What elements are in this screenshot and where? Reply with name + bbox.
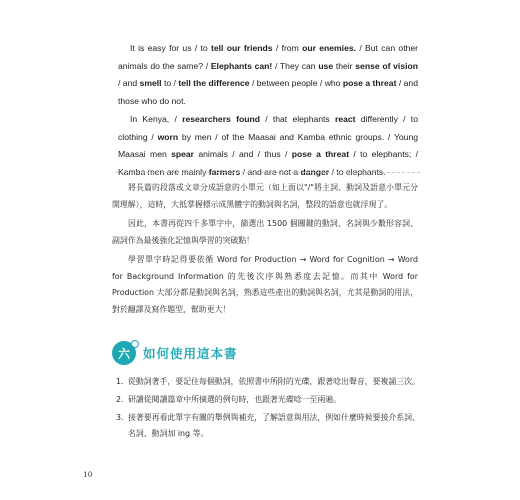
step-text: 從動詞著手，要記住每個動詞，依照書中所附的光碟，跟著唸出聲音，要複誦三次。: [128, 377, 420, 386]
step-number: 3.: [116, 413, 124, 422]
section-heading: [112, 341, 238, 365]
key-phrase: pose a threat: [342, 78, 397, 88]
passage-text: animals / and / thus /: [194, 149, 292, 159]
passage-text: / and those who do not.: [118, 78, 418, 106]
passage-text: / that elephants: [259, 114, 335, 124]
dashed-divider: [116, 172, 420, 173]
passage-text: / to elephants; / Kamba men are mainly: [118, 149, 418, 177]
list-item: [116, 410, 420, 442]
passage-text: / They can: [272, 60, 319, 71]
english-paragraph-1: [118, 40, 418, 110]
passage-text: / and are not a: [240, 166, 301, 177]
chinese-paragraph-3: 學習單字時記得要依循 Word for Production → Word for Cognition → Word for Background Information 的先後次序與熟悉度去記憶。而其中 Word for Production 大部分都是動詞與名詞，熟悉這些產出的動詞與名詞，尤其是動詞的用法，對於翻譯及寫作題型，幫助更大！: [112, 255, 418, 314]
list-item: [116, 374, 420, 390]
key-phrase: use: [318, 60, 334, 71]
key-phrase: danger: [300, 166, 330, 177]
english-passage: [118, 40, 418, 181]
key-phrase: react: [334, 114, 356, 124]
passage-text: / and: [118, 78, 140, 88]
step-text: 接著要再看此單字有關的舉例與補充，了解語意與用法，例如什麼時候要接介系詞、名詞、動詞加 ing 等。: [128, 413, 420, 438]
list-item: [116, 392, 420, 408]
passage-text: / to elephants.: [329, 166, 386, 177]
passage-text: In Kenya, /: [130, 114, 183, 124]
key-phrase: worn: [157, 131, 179, 142]
key-phrase: smell: [139, 78, 162, 88]
key-phrase: farmers: [208, 166, 241, 177]
chinese-explanation: [112, 180, 418, 318]
key-phrase: our enemies.: [302, 43, 357, 53]
passage-text: their: [333, 60, 356, 71]
chinese-paragraph-2: 因此，本書再從四千多單字中，篩選出 1500 個關鍵的動詞、名詞與少數形容詞、副詞作為最後強化記憶與學習的突破點！: [112, 219, 418, 245]
passage-text: by men / of the Maasai and Kamba ethnic groups. / Young Maasai men: [118, 131, 418, 159]
passage-text: differently / to clothing /: [118, 114, 418, 142]
step-number: 1.: [116, 377, 124, 386]
passage-text: to /: [161, 78, 179, 88]
section-number: 六: [117, 346, 130, 361]
key-phrase: tell our friends: [211, 43, 273, 53]
passage-text: / between people / who: [249, 78, 343, 88]
key-phrase: spear: [171, 149, 195, 159]
usage-steps-list: [116, 374, 420, 442]
page-number: 10: [83, 470, 93, 479]
badge-dot-icon: [131, 340, 139, 348]
key-phrase: Elephants can!: [210, 60, 273, 71]
passage-text: / But can other animals do the same? /: [118, 43, 419, 71]
passage-text: / from: [272, 43, 303, 53]
step-number: 2.: [116, 395, 124, 404]
key-phrase: sense of vision: [355, 60, 418, 71]
key-phrase: tell the difference: [178, 78, 250, 88]
section-title: 如何使用這本書: [143, 346, 238, 361]
passage-text: It is easy for us / to: [130, 43, 211, 53]
chinese-paragraph-1: 將長篇的段落或文章分成語意的小單元（如上面以"/"將主詞、動詞及語意小單元分開理解），這時，大抵掌握標示成黑體字的動詞與名詞，整段的語意也就浮現了。: [112, 183, 418, 209]
section-number-badge: [112, 341, 136, 365]
key-phrase: pose a threat: [291, 149, 350, 159]
english-paragraph-2: [118, 111, 418, 181]
step-text: 研讀從閱讀篇章中所摘選的例句時，也跟著光碟唸一至兩遍。: [128, 395, 342, 404]
key-phrase: researchers found: [182, 114, 260, 124]
